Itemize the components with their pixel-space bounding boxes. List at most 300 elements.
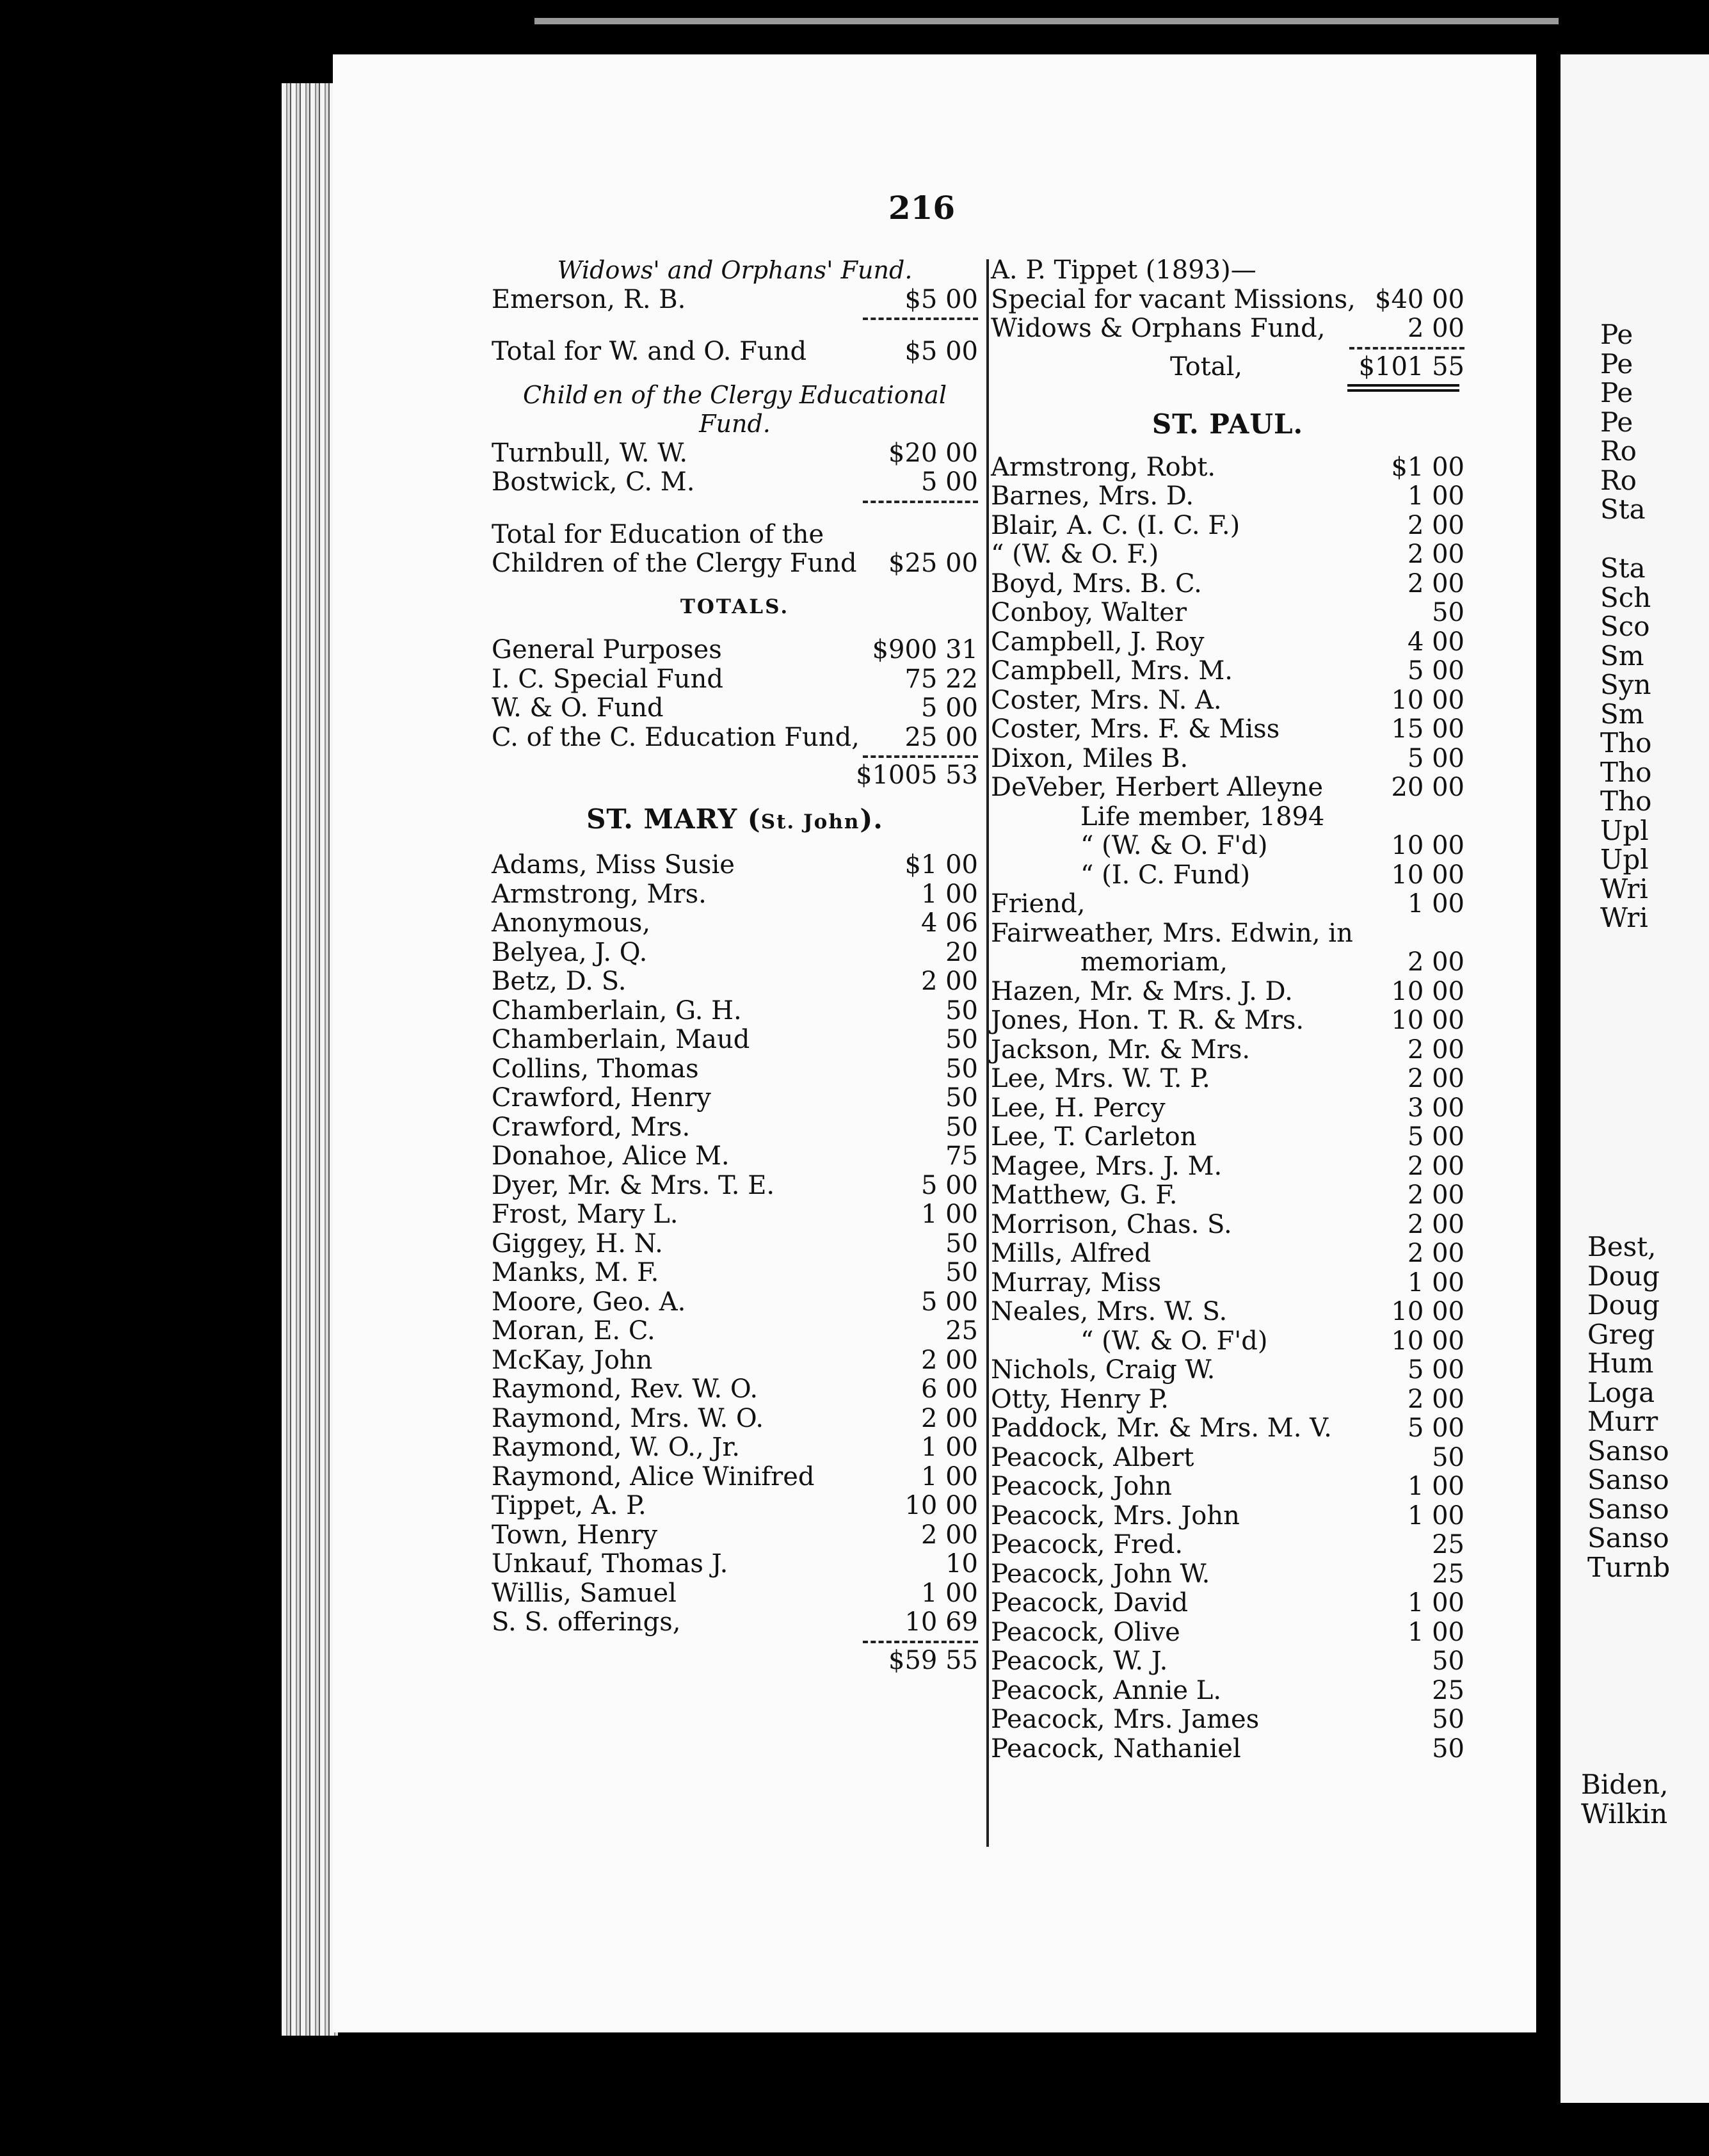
entry-name: Dyer, Mr. & Mrs. T. E. — [492, 1170, 775, 1200]
entry-amount: 10 00 — [1391, 685, 1464, 715]
entry-name: I. C. Special Fund — [492, 664, 723, 694]
ledger-row — [991, 1647, 1464, 1677]
st-mary-list — [492, 851, 978, 1637]
entry-amount: 2 00 — [920, 1520, 978, 1550]
ledger-row — [492, 1055, 978, 1084]
facing-page-fragment-group — [1600, 320, 1646, 524]
rule — [492, 1637, 978, 1646]
entry-name: Raymond, W. O., Jr. — [492, 1433, 740, 1462]
entry-name: Coster, Mrs. N. A. — [991, 685, 1222, 715]
entry-name: DeVeber, Herbert Alleyne — [991, 773, 1324, 802]
entry-amount: 1 00 — [1407, 1500, 1464, 1531]
ledger-row — [492, 938, 978, 968]
facing-page-fragment: Sm — [1600, 698, 1644, 730]
entry-name: Peacock, Annie L. — [991, 1675, 1222, 1705]
ledger-row — [492, 1608, 978, 1637]
entry-amount: 1 00 — [1407, 481, 1464, 511]
clergy-children-list — [492, 439, 978, 497]
entry-amount: 10 00 — [1391, 1006, 1464, 1035]
ledger-row — [492, 1171, 978, 1201]
entry-name: “ (W. & O. F.) — [991, 540, 1159, 569]
entry-name: Lee, H. Percy — [991, 1093, 1166, 1123]
entry-name: Peacock, Mrs. James — [991, 1705, 1260, 1734]
ledger-row — [991, 1269, 1464, 1298]
entry-name: Murray, Miss — [991, 1267, 1162, 1298]
entry-amount: 50 — [945, 1112, 978, 1142]
ledger-row — [492, 1113, 978, 1143]
entry-name: Betz, D. S. — [492, 967, 627, 996]
ledger-row — [991, 1589, 1464, 1618]
entry-name: Armstrong, Robt. — [991, 452, 1216, 482]
entry-amount: 5 00 — [1407, 1413, 1464, 1443]
entry-name: Life member, 1894 — [1080, 801, 1325, 832]
entry-amount: 1 00 — [920, 1461, 978, 1492]
facing-page-fragment: Tho — [1600, 727, 1652, 759]
entry-amount: 1 00 — [1407, 1267, 1464, 1298]
facing-page-fragment: Murr — [1587, 1406, 1658, 1437]
entry-amount: 2 00 — [1407, 314, 1464, 343]
entry-name: Dixon, Miles B. — [991, 743, 1189, 773]
tippet-total: Total, $101 55 — [1170, 351, 1464, 382]
entry-amount: 75 22 — [904, 664, 978, 694]
rule — [492, 752, 978, 761]
ledger-row — [492, 665, 978, 695]
ledger-row — [991, 686, 1464, 716]
ledger-row — [991, 1677, 1464, 1706]
entry-name: Anonymous, — [492, 908, 651, 938]
tippet-list — [991, 286, 1464, 344]
entry-name: Raymond, Alice Winifred — [492, 1461, 815, 1492]
entry-amount: 10 00 — [1391, 860, 1464, 890]
ledger-row — [991, 1181, 1464, 1211]
widows-orphans-list — [492, 286, 978, 315]
entry-amount: 1 00 — [1407, 1472, 1464, 1501]
ledger-row — [492, 1521, 978, 1550]
entry-name: Nichols, Craig W. — [991, 1355, 1216, 1385]
entry-name: Willis, Samuel — [492, 1578, 677, 1608]
ledger-row — [991, 1560, 1464, 1589]
ledger-row — [991, 890, 1464, 919]
ledger-row — [991, 1036, 1464, 1065]
st-paul-list — [991, 453, 1464, 1764]
entry-amount: 1 00 — [1407, 1588, 1464, 1618]
facing-page-fragment: Tho — [1600, 756, 1652, 788]
ledger-row — [991, 744, 1464, 774]
ledger-row — [492, 636, 978, 665]
entry-name: C. of the C. Education Fund, — [492, 722, 860, 752]
entry-name: Adams, Miss Susie — [492, 850, 735, 880]
tippet-heading: A. P. Tippet (1893)— — [991, 255, 1256, 285]
entry-amount: $40 00 — [1375, 284, 1464, 314]
ledger-row — [991, 1618, 1464, 1648]
ledger-row — [492, 694, 978, 723]
entry-amount: 5 00 — [920, 1287, 978, 1317]
entry-amount: 75 — [945, 1141, 978, 1171]
clergy-children-heading: Child en of the Clergy Educational — [523, 380, 947, 409]
entry-name: Armstrong, Mrs. — [492, 879, 707, 909]
facing-page-fragment-group — [1587, 1232, 1670, 1582]
ledger-row — [991, 1094, 1464, 1123]
entry-amount: 2 00 — [1407, 1384, 1464, 1414]
rule — [492, 497, 978, 506]
ledger-row — [492, 1200, 978, 1230]
facing-page-fragment: Ro — [1600, 464, 1637, 496]
entry-amount: 2 00 — [920, 1403, 978, 1433]
entry-name: Donahoe, Alice M. — [492, 1141, 730, 1171]
ledger-row — [991, 1705, 1464, 1735]
entry-name: Peacock, David — [991, 1588, 1189, 1618]
facing-page-fragment: Sanso — [1587, 1435, 1669, 1467]
ledger-row — [492, 1026, 978, 1055]
entry-amount: 50 — [945, 995, 978, 1026]
ledger-row — [492, 1463, 978, 1492]
entry-name: Boyd, Mrs. B. C. — [991, 568, 1202, 599]
facing-page-fragment: Tho — [1600, 785, 1652, 817]
entry-amount: 50 — [1432, 1646, 1464, 1676]
ledger-row — [492, 723, 978, 753]
entry-amount: 5 00 — [1407, 743, 1464, 773]
ledger-row — [991, 1531, 1464, 1560]
ledger-row — [991, 657, 1464, 686]
entry-amount: 2 00 — [1407, 1180, 1464, 1210]
entry-name: Barnes, Mrs. D. — [991, 481, 1194, 511]
entry-amount: 25 — [1432, 1559, 1464, 1589]
facing-page-fragment: Sta — [1600, 494, 1646, 525]
ledger-row — [991, 1152, 1464, 1182]
facing-page-fragment: Wri — [1600, 873, 1648, 905]
entry-amount: 50 — [1432, 598, 1464, 627]
entry-name: Morrison, Chas. S. — [991, 1209, 1232, 1239]
entry-name: Peacock, Olive — [991, 1617, 1180, 1647]
st-mary-heading: ST. MARY (St. John). — [586, 803, 883, 835]
entry-amount: 2 00 — [1407, 510, 1464, 540]
facing-page-fragment: Sanso — [1587, 1493, 1669, 1525]
facing-page-fragment: Loga — [1587, 1376, 1655, 1408]
ledger-row — [991, 482, 1464, 511]
ledger-row — [991, 1356, 1464, 1385]
entry-name: Chamberlain, Maud — [492, 1025, 750, 1054]
entry-amount: 10 00 — [1391, 976, 1464, 1006]
entry-name: Town, Henry — [492, 1520, 658, 1550]
ledger-row — [991, 1006, 1464, 1036]
entry-amount: 20 — [945, 937, 978, 967]
facing-page-fragment: Syn — [1600, 669, 1651, 700]
grand-total: $1005 53 — [856, 760, 978, 790]
ledger-row — [492, 967, 978, 997]
entry-name: Special for vacant Missions, — [991, 284, 1356, 314]
entry-amount: 5 00 — [920, 693, 978, 723]
ledger-row — [991, 599, 1464, 628]
entry-amount: 10 00 — [904, 1491, 978, 1520]
entry-amount: 5 00 — [920, 1170, 978, 1200]
entry-name: Peacock, Mrs. John — [991, 1500, 1240, 1531]
facing-page-fragment: Turnb — [1587, 1551, 1671, 1583]
widows-orphans-total: Total for W. and O. Fund $5 00 — [492, 337, 978, 366]
ledger-row — [991, 1298, 1464, 1327]
entry-name: Coster, Mrs. F. & Miss — [991, 714, 1280, 744]
entry-name: Campbell, J. Roy — [991, 627, 1205, 657]
entry-amount: 1 00 — [920, 1433, 978, 1462]
scan-top-line — [534, 18, 1559, 24]
clergy-total-line-1: Total for Education of the — [492, 519, 824, 549]
entry-name: Turnbull, W. W. — [492, 438, 688, 468]
entry-name: Friend, — [991, 889, 1086, 919]
entry-amount: 5 00 — [1407, 656, 1464, 686]
entry-amount: 2 00 — [1407, 947, 1464, 977]
ledger-row — [991, 715, 1464, 744]
facing-page-fragment: Best, — [1587, 1231, 1657, 1262]
ledger-row — [991, 1123, 1464, 1152]
entry-amount: 10 00 — [1391, 1297, 1464, 1326]
ledger-row — [492, 286, 978, 315]
facing-page-fragment-group — [1600, 554, 1651, 933]
entry-amount: 15 00 — [1391, 714, 1464, 744]
entry-name: Peacock, Albert — [991, 1442, 1194, 1472]
ledger-row — [991, 1444, 1464, 1473]
entry-name: General Purposes — [492, 635, 722, 664]
ledger-row — [492, 468, 978, 497]
ledger-row — [492, 1492, 978, 1521]
ledger-row — [991, 1239, 1464, 1269]
entry-amount: 2 00 — [920, 967, 978, 996]
entry-amount: 1 00 — [920, 1578, 978, 1608]
ledger-row — [991, 977, 1464, 1007]
double-rule — [991, 382, 1464, 396]
entry-name: Otty, Henry P. — [991, 1384, 1169, 1414]
entry-name: Peacock, W. J. — [991, 1646, 1168, 1676]
facing-page-fragment-group — [1581, 1770, 1668, 1828]
ledger-row — [492, 1346, 978, 1376]
entry-amount: 50 — [1432, 1442, 1464, 1472]
entry-name: Bostwick, C. M. — [492, 467, 695, 497]
entry-amount: 2 00 — [1407, 1034, 1464, 1065]
ledger-row — [492, 1142, 978, 1171]
ledger-row — [991, 511, 1464, 541]
facing-page-fragment: Sch — [1600, 581, 1651, 613]
ledger-row — [492, 851, 978, 880]
entry-amount: 10 69 — [904, 1607, 978, 1637]
entry-amount: 25 — [1432, 1530, 1464, 1559]
entry-amount: 50 — [945, 1083, 978, 1113]
ledger-row — [991, 314, 1464, 344]
entry-name: Paddock, Mr. & Mrs. M. V. — [991, 1413, 1332, 1443]
entry-amount: 25 — [1432, 1675, 1464, 1705]
entry-name: Moore, Geo. A. — [492, 1287, 686, 1317]
entry-name: Conboy, Walter — [991, 598, 1187, 627]
entry-name: Collins, Thomas — [492, 1054, 699, 1084]
entry-name: Chamberlain, G. H. — [492, 995, 742, 1026]
entry-name: Giggey, H. N. — [492, 1228, 663, 1259]
facing-page-fragment: Wri — [1600, 902, 1648, 933]
entry-name: Unkauf, Thomas J. — [492, 1549, 728, 1579]
left-column — [492, 256, 978, 1675]
rule — [492, 314, 978, 323]
ledger-row — [492, 909, 978, 938]
entry-amount: 2 00 — [1407, 540, 1464, 569]
entry-name: Tippet, A. P. — [492, 1491, 646, 1520]
entry-name: Matthew, G. F. — [991, 1180, 1178, 1210]
ledger-row — [991, 1502, 1464, 1531]
ledger-row — [991, 1327, 1464, 1356]
ledger-row — [492, 997, 978, 1026]
entry-amount: 1 00 — [920, 1200, 978, 1229]
ledger-row — [991, 1385, 1464, 1415]
entry-name: Belyea, J. Q. — [492, 937, 648, 967]
entry-amount: 10 00 — [1391, 1326, 1464, 1356]
ledger-row — [492, 1230, 978, 1259]
entry-amount: 5 00 — [1407, 1355, 1464, 1385]
ledger-row — [991, 832, 1464, 861]
ledger-row — [492, 880, 978, 910]
entry-amount: 50 — [945, 1054, 978, 1084]
entry-amount: 2 00 — [1407, 1239, 1464, 1268]
ledger-row — [492, 1579, 978, 1609]
widows-orphans-heading: Widows' and Orphans' Fund. — [557, 256, 913, 284]
column-divider — [986, 259, 989, 1847]
entry-name: memoriam, — [1080, 947, 1228, 977]
entry-name: Lee, Mrs. W. T. P. — [991, 1064, 1210, 1093]
entry-name: Hazen, Mr. & Mrs. J. D. — [991, 976, 1293, 1006]
entry-amount: 2 00 — [1407, 568, 1464, 599]
ledger-row — [991, 1065, 1464, 1094]
ledger-row — [492, 1317, 978, 1346]
ledger-row — [492, 1084, 978, 1113]
ledger-row — [991, 1472, 1464, 1502]
facing-page-fragment: Sanso — [1587, 1522, 1669, 1554]
entry-name: Peacock, Fred. — [991, 1530, 1183, 1559]
entry-name: Moran, E. C. — [492, 1316, 655, 1346]
facing-page-fragment: Greg — [1587, 1318, 1655, 1350]
facing-page-fragment: Pe — [1600, 406, 1633, 438]
entry-amount: $1 00 — [1391, 452, 1464, 482]
facing-page-fragment: Sanso — [1587, 1464, 1669, 1495]
entry-name: W. & O. Fund — [492, 693, 664, 723]
entry-amount: 20 00 — [1391, 773, 1464, 802]
ledger-row — [492, 1259, 978, 1288]
entry-amount: 10 — [945, 1549, 978, 1579]
facing-page-fragment: Upl — [1600, 844, 1649, 875]
ledger-row — [991, 628, 1464, 657]
facing-page-fragment: Wilkin — [1581, 1798, 1668, 1830]
ledger-row — [492, 1404, 978, 1434]
entry-amount: 5 00 — [1407, 1122, 1464, 1152]
entry-name: Blair, A. C. (I. C. F.) — [991, 510, 1240, 540]
entry-name: Raymond, Mrs. W. O. — [492, 1403, 764, 1433]
ledger-row — [492, 1433, 978, 1463]
entry-amount: $20 00 — [888, 438, 978, 468]
entry-name: “ (I. C. Fund) — [1080, 860, 1251, 890]
entry-name: Crawford, Mrs. — [492, 1112, 691, 1142]
book-page-edges — [282, 83, 338, 2036]
entry-name: Neales, Mrs. W. S. — [991, 1297, 1228, 1326]
ledger-row — [991, 1735, 1464, 1764]
entry-amount: 10 00 — [1391, 831, 1464, 860]
page-number: 216 — [888, 189, 956, 227]
facing-page-fragment: Pe — [1600, 377, 1633, 408]
ledger-row — [991, 570, 1464, 599]
facing-page-fragment: Sm — [1600, 640, 1644, 672]
entry-amount: 25 — [945, 1316, 978, 1346]
facing-page-fragment: Biden, — [1581, 1769, 1669, 1800]
entry-amount: 50 — [945, 1025, 978, 1054]
entry-amount: $900 31 — [872, 635, 978, 664]
entry-name: “ (W. & O. F'd) — [1080, 1326, 1268, 1356]
middle-column — [991, 256, 1464, 1764]
ledger-row — [991, 948, 1464, 977]
entry-amount: 50 — [945, 1258, 978, 1287]
entry-amount: 1 00 — [1407, 889, 1464, 919]
facing-page — [1561, 54, 1709, 2103]
facing-page-fragment: Doug — [1587, 1289, 1660, 1321]
entry-name: Peacock, John — [991, 1472, 1172, 1501]
facing-page-fragment: Ro — [1600, 435, 1637, 467]
entry-amount: 50 — [1432, 1734, 1464, 1764]
entry-name: Emerson, R. B. — [492, 284, 686, 314]
ledger-row — [991, 1414, 1464, 1444]
entry-amount: 3 00 — [1407, 1093, 1464, 1123]
entry-name: S. S. offerings, — [492, 1607, 681, 1637]
entry-name: Campbell, Mrs. M. — [991, 656, 1233, 686]
entry-name: “ (W. & O. F'd) — [1080, 831, 1268, 860]
entry-amount: 4 00 — [1407, 627, 1464, 657]
entry-name: Jackson, Mr. & Mrs. — [991, 1034, 1251, 1065]
ledger-row — [492, 1550, 978, 1579]
entry-amount: 1 00 — [920, 879, 978, 909]
entry-amount: 50 — [945, 1228, 978, 1259]
clergy-children-heading-2: Fund. — [699, 410, 771, 438]
entry-amount: 6 00 — [920, 1374, 978, 1404]
entry-amount: 4 06 — [920, 908, 978, 938]
entry-name: Peacock, Nathaniel — [991, 1734, 1241, 1764]
entry-amount: 2 00 — [1407, 1064, 1464, 1093]
entry-name: Peacock, John W. — [991, 1559, 1210, 1589]
entry-name: Magee, Mrs. J. M. — [991, 1151, 1223, 1181]
entry-name: Lee, T. Carleton — [991, 1122, 1197, 1152]
facing-page-fragment: Hum — [1587, 1348, 1654, 1379]
st-mary-total: $59 55 — [888, 1645, 978, 1675]
totals-list — [492, 636, 978, 752]
clergy-total-line-2: Children of the Clergy Fund $25 00 — [492, 549, 978, 578]
entry-name: Widows & Orphans Fund, — [991, 314, 1326, 343]
ledger-row — [991, 453, 1464, 483]
ledger-row — [991, 773, 1464, 803]
entry-amount: 2 00 — [1407, 1209, 1464, 1239]
ledger-row — [991, 919, 1464, 949]
entry-name: Manks, M. F. — [492, 1258, 659, 1287]
entry-amount: 1 00 — [1407, 1617, 1464, 1647]
entry-amount: 2 00 — [1407, 1151, 1464, 1181]
totals-heading: TOTALS. — [680, 595, 790, 618]
facing-page-fragment: Pe — [1600, 348, 1633, 380]
ledger-row — [492, 439, 978, 469]
entry-amount: 25 00 — [904, 722, 978, 752]
entry-name: Fairweather, Mrs. Edwin, in — [991, 918, 1353, 948]
entry-amount: 2 00 — [920, 1345, 978, 1375]
entry-amount: $5 00 — [904, 284, 978, 314]
ledger-row — [991, 803, 1464, 832]
entry-name: McKay, John — [492, 1345, 653, 1375]
entry-name: Jones, Hon. T. R. & Mrs. — [991, 1006, 1304, 1035]
facing-page-fragment: Sco — [1600, 611, 1650, 642]
ledger-row — [492, 1375, 978, 1404]
entry-amount: 5 00 — [920, 467, 978, 497]
ledger-row — [991, 286, 1464, 315]
facing-page-fragment: Upl — [1600, 814, 1649, 846]
ledger-row — [991, 861, 1464, 890]
ledger-row — [991, 1211, 1464, 1240]
rule — [991, 344, 1464, 353]
facing-page-fragment: Sta — [1600, 552, 1646, 584]
